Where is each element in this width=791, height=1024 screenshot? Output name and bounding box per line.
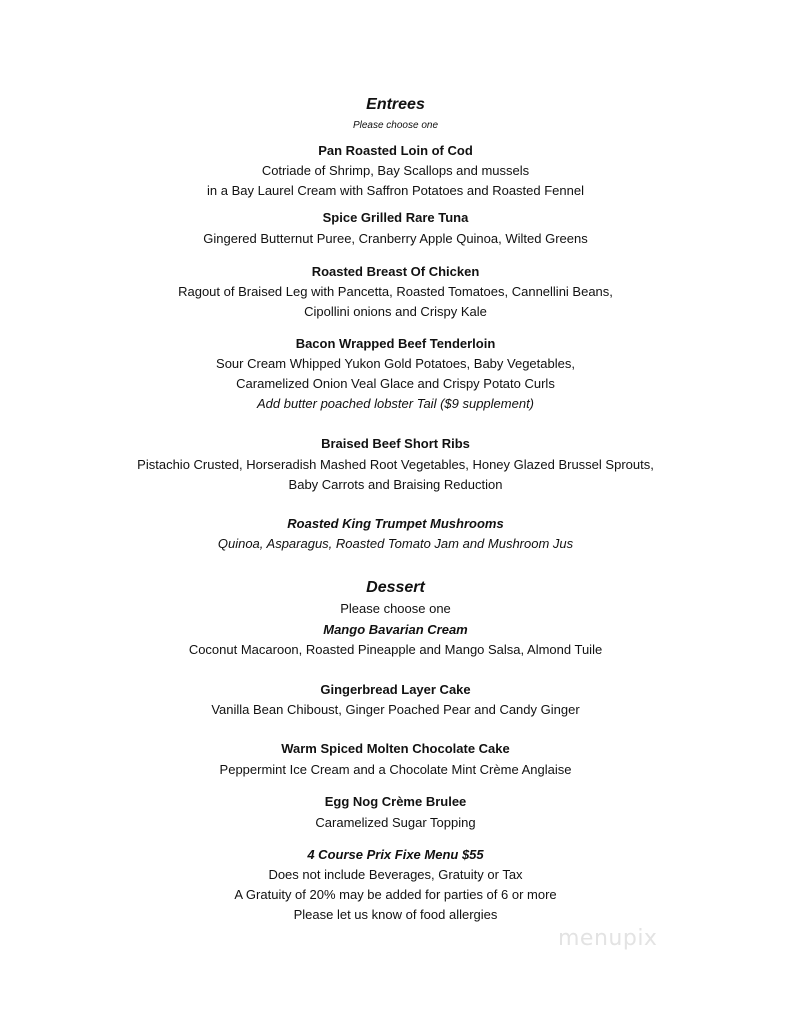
entree-description-line: Cotriade of Shrimp, Bay Scallops and mussels [261,163,530,178]
dessert-description-line: Caramelized Sugar Topping [315,815,476,830]
entree-description-line: in a Bay Laurel Cream with Saffron Potatoes and Roasted Fennel [207,183,584,198]
menupix-watermark: menupix [558,926,658,951]
dessert-description-line: Coconut Macaroon, Roasted Pineapple and Mango Salsa, Almond Tuile [188,642,603,657]
entree-description-line: Baby Carrots and Braising Reduction [288,477,503,492]
dessert-name: Gingerbread Layer Cake [320,682,471,697]
entree-description-line: Caramelized Onion Veal Glace and Crispy Potato Curls [236,376,555,391]
footer-note: A Gratuity of 20% may be added for parties of 6 or more [234,887,557,902]
entree-description-line: Ragout of Braised Leg with Pancetta, Roasted Tomatoes, Cannellini Beans, [178,284,613,299]
entree-description-line: Gingered Butternut Puree, Cranberry Apple Quinoa, Wilted Greens [203,231,588,246]
entree-name: Braised Beef Short Ribs [321,436,470,451]
dessert-description-line: Peppermint Ice Cream and a Chocolate Mint Crème Anglaise [219,762,572,777]
dessert-name: Warm Spiced Molten Chocolate Cake [281,741,510,756]
entree-name: Roasted Breast Of Chicken [311,264,480,279]
dessert-heading: Dessert [366,579,425,596]
dessert-subheading: Please choose one [340,601,451,616]
dessert-name: Mango Bavarian Cream [323,622,468,637]
entree-description-line: Pistachio Crusted, Horseradish Mashed Root Vegetables, Honey Glazed Brussel Sprouts, [137,457,654,472]
footer-note: Please let us know of food allergies [293,907,498,922]
entree-description-line: Quinoa, Asparagus, Roasted Tomato Jam and Mushroom Jus [217,536,574,551]
entree-name: Spice Grilled Rare Tuna [322,210,469,225]
entree-name: Roasted King Trumpet Mushrooms [287,516,504,531]
entrees-heading: Entrees [366,96,425,113]
footer-note: Does not include Beverages, Gratuity or Tax [268,867,523,882]
dessert-description-line: Vanilla Bean Chiboust, Ginger Poached Pear and Candy Ginger [211,702,580,717]
entree-name: Bacon Wrapped Beef Tenderloin [295,336,496,351]
prix-fixe-price: 4 Course Prix Fixe Menu $55 [307,847,484,862]
dessert-name: Egg Nog Crème Brulee [324,794,467,809]
entrees-subheading: Please choose one [352,120,439,131]
entree-description-line: Cipollini onions and Crispy Kale [304,304,487,319]
entree-description-line: Sour Cream Whipped Yukon Gold Potatoes, Baby Vegetables, [216,356,575,371]
entree-supplement-note: Add butter poached lobster Tail ($9 supplement) [256,396,535,411]
entree-name: Pan Roasted Loin of Cod [318,143,473,158]
